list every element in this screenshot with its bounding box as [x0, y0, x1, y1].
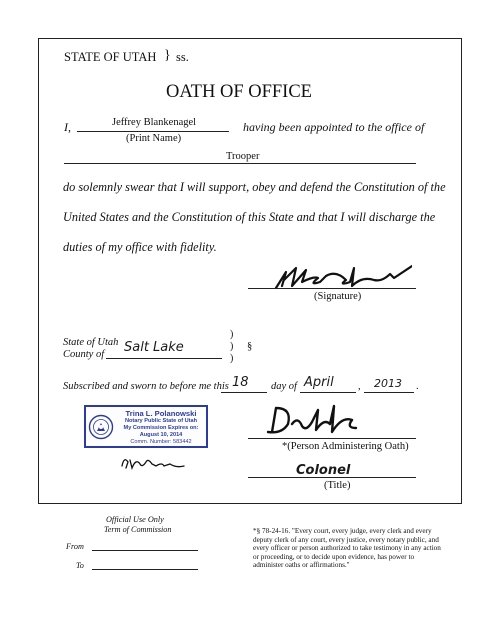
to-underline: [92, 569, 198, 570]
title-caption: (Title): [324, 480, 351, 491]
venue-paren-3: ): [230, 353, 234, 364]
venue-state: State of Utah: [63, 337, 119, 348]
venue-county-label: County of: [63, 349, 105, 360]
notary-line-4: Comm. Number: 583442: [130, 439, 192, 445]
notary-line-1: Notary Public State of Utah: [124, 418, 198, 424]
notary-line-3: August 10, 2014: [139, 432, 183, 438]
print-name-caption: (Print Name): [126, 133, 182, 144]
statute-footnote: *§ 78-24-16. "Every court, every judge, every clerk and every deputy clerk of any court, every justice, every notary public, and every officer or person authorized to take testimony in any action or proceeding, or to decide upon evidence, has power to administer oaths or affirmations.": [253, 527, 441, 570]
notary-name: Trina L. Polanowski: [125, 409, 197, 418]
pronoun-label: I,: [64, 120, 71, 134]
notary-line-2: My Commission Expires on:: [123, 425, 199, 431]
utah-seal-icon: [88, 414, 114, 440]
venue-paren-2: ): [230, 341, 234, 352]
year-underline: [364, 392, 414, 393]
month-underline: [300, 392, 356, 393]
oath-line-3: duties of my office with fidelity.: [63, 240, 217, 254]
venue-paren-1: ): [230, 329, 234, 340]
day-of-label: day of: [271, 381, 297, 392]
day-underline: [221, 392, 267, 393]
notary-signature: [118, 452, 188, 472]
sworn-month: April: [304, 375, 334, 390]
year-period: .: [416, 381, 419, 392]
brace: }: [164, 48, 171, 63]
sworn-prefix: Subscribed and sworn to before me this: [63, 381, 229, 392]
section-symbol: §: [247, 341, 253, 352]
county-value: Salt Lake: [124, 340, 184, 355]
notary-stamp: [84, 405, 208, 448]
to-label: To: [76, 561, 84, 570]
title-value: Colonel: [296, 463, 351, 478]
oath-line-1: do solemnly swear that I will support, obey and defend the Constitution of the: [63, 180, 446, 194]
official-heading-2: Term of Commission: [104, 525, 172, 534]
month-comma: ,: [358, 381, 361, 392]
page-title: OATH OF OFFICE: [166, 82, 312, 102]
office-value: Trooper: [226, 151, 260, 162]
official-heading-1: Official Use Only: [106, 515, 164, 524]
state-label: STATE OF UTAH: [64, 50, 157, 64]
sworn-day: 18: [232, 375, 249, 390]
title-underline: [248, 477, 416, 478]
oath-line-2: United States and the Constitution of this State and that I will discharge the: [63, 210, 436, 224]
from-label: From: [66, 542, 84, 551]
print-name-value: Jeffrey Blankenagel: [112, 117, 197, 128]
sworn-year: 2013: [374, 377, 402, 390]
ss-label: ss.: [176, 50, 189, 64]
county-underline: [106, 358, 222, 359]
from-underline: [92, 550, 198, 551]
appointed-text: having been appointed to the office of: [243, 120, 425, 134]
name-underline: [77, 131, 229, 132]
signature-caption: (Signature): [314, 291, 362, 302]
administering-signature: [262, 402, 372, 442]
administering-caption: *(Person Administering Oath): [282, 441, 409, 452]
signature-underline: [248, 288, 416, 289]
office-underline: [64, 163, 416, 164]
administering-underline: [248, 438, 416, 439]
